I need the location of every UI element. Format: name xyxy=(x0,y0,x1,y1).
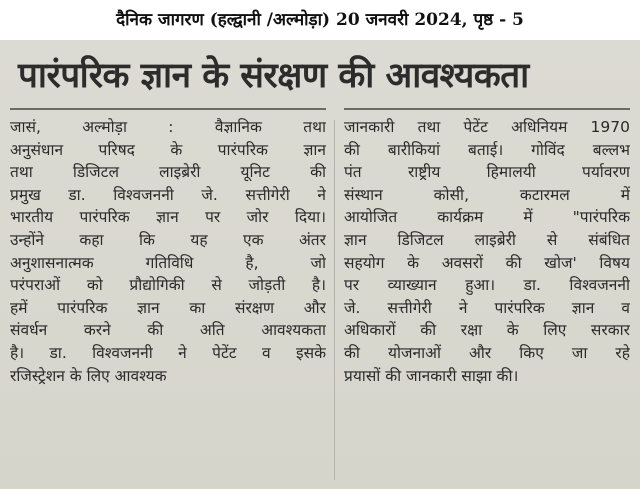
article-text-line: अनुसंधान परिषद के पारंपरिक ज्ञान xyxy=(10,140,326,159)
article-text-line: सहयोग के अवसरों की खोज' विषय xyxy=(344,253,630,272)
article-text-line: परंपराओं को प्रौद्योगिकी से जोड़ती है। xyxy=(10,276,326,295)
article-text-line: भारतीय पारंपरिक ज्ञान पर जोर दिया। xyxy=(10,208,326,227)
article-text-line: की योजनाओं और किए जा रहे xyxy=(344,343,630,362)
column-divider xyxy=(334,120,335,480)
article-text-line: की बारीकियां बताई। गोविंद बल्लभ xyxy=(344,140,630,159)
article-text-line: पंत राष्ट्रीय हिमालयी पर्यावरण xyxy=(344,163,630,182)
article-text-line: अधिकारों की रक्षा के लिए सरकार xyxy=(344,321,630,340)
article-text-line: आयोजित कार्यक्रम में "पारंपरिक xyxy=(344,208,630,227)
article-text-line: प्रमुख डा. विश्वजननी जे. सत्तीगेरी ने xyxy=(10,185,326,204)
headline-rule-left xyxy=(10,108,326,110)
article-text-line: तथा डिजिटल लाइब्रेरी यूनिट की xyxy=(10,163,326,182)
article-text-line: संवर्धन करने की अति आवश्यकता xyxy=(10,321,326,340)
article-text-line: प्रयासों की जानकारी साझा की। xyxy=(344,366,519,385)
article-text-line: जासं, अल्मोड़ा : वैज्ञानिक तथा xyxy=(10,118,326,136)
newspaper-citation: दैनिक जागरण (हल्द्वानी /अल्मोड़ा) 20 जनवरी 2024, पृष्ठ - 5 xyxy=(0,0,640,40)
article-text-line: ज्ञान डिजिटल लाइब्रेरी से संबंधित xyxy=(344,230,630,249)
article-headline: पारंपरिक ज्ञान के संरक्षण की आवश्यकता xyxy=(18,56,529,96)
article-text-line: जे. सत्तीगेरी ने पारंपरिक ज्ञान व xyxy=(344,298,630,317)
article-column-right xyxy=(344,116,630,387)
article-text-line: हमें पारंपरिक ज्ञान का संरक्षण और xyxy=(10,298,326,317)
article-text-line: उन्होंने कहा कि यह एक अंतर xyxy=(10,230,326,249)
article-text-line: अनुशासनात्मक गतिविधि है, जो xyxy=(10,253,326,272)
article-text-line: पर व्याख्यान हुआ। डा. विश्वजननी xyxy=(344,276,630,295)
article-text-line: है। डा. विश्वजननी ने पेटेंट व इसके xyxy=(10,343,326,362)
article-text-line: संस्थान कोसी, कटारमल में xyxy=(344,185,630,204)
headline-rule-right xyxy=(344,108,630,110)
newspaper-clipping xyxy=(0,40,640,489)
article-text-line: जानकारी तथा पेटेंट अधिनियम 1970 xyxy=(344,118,630,136)
article-text-line: रजिस्ट्रेशन के लिए आवश्यक xyxy=(10,366,167,385)
article-column-left xyxy=(10,116,326,387)
